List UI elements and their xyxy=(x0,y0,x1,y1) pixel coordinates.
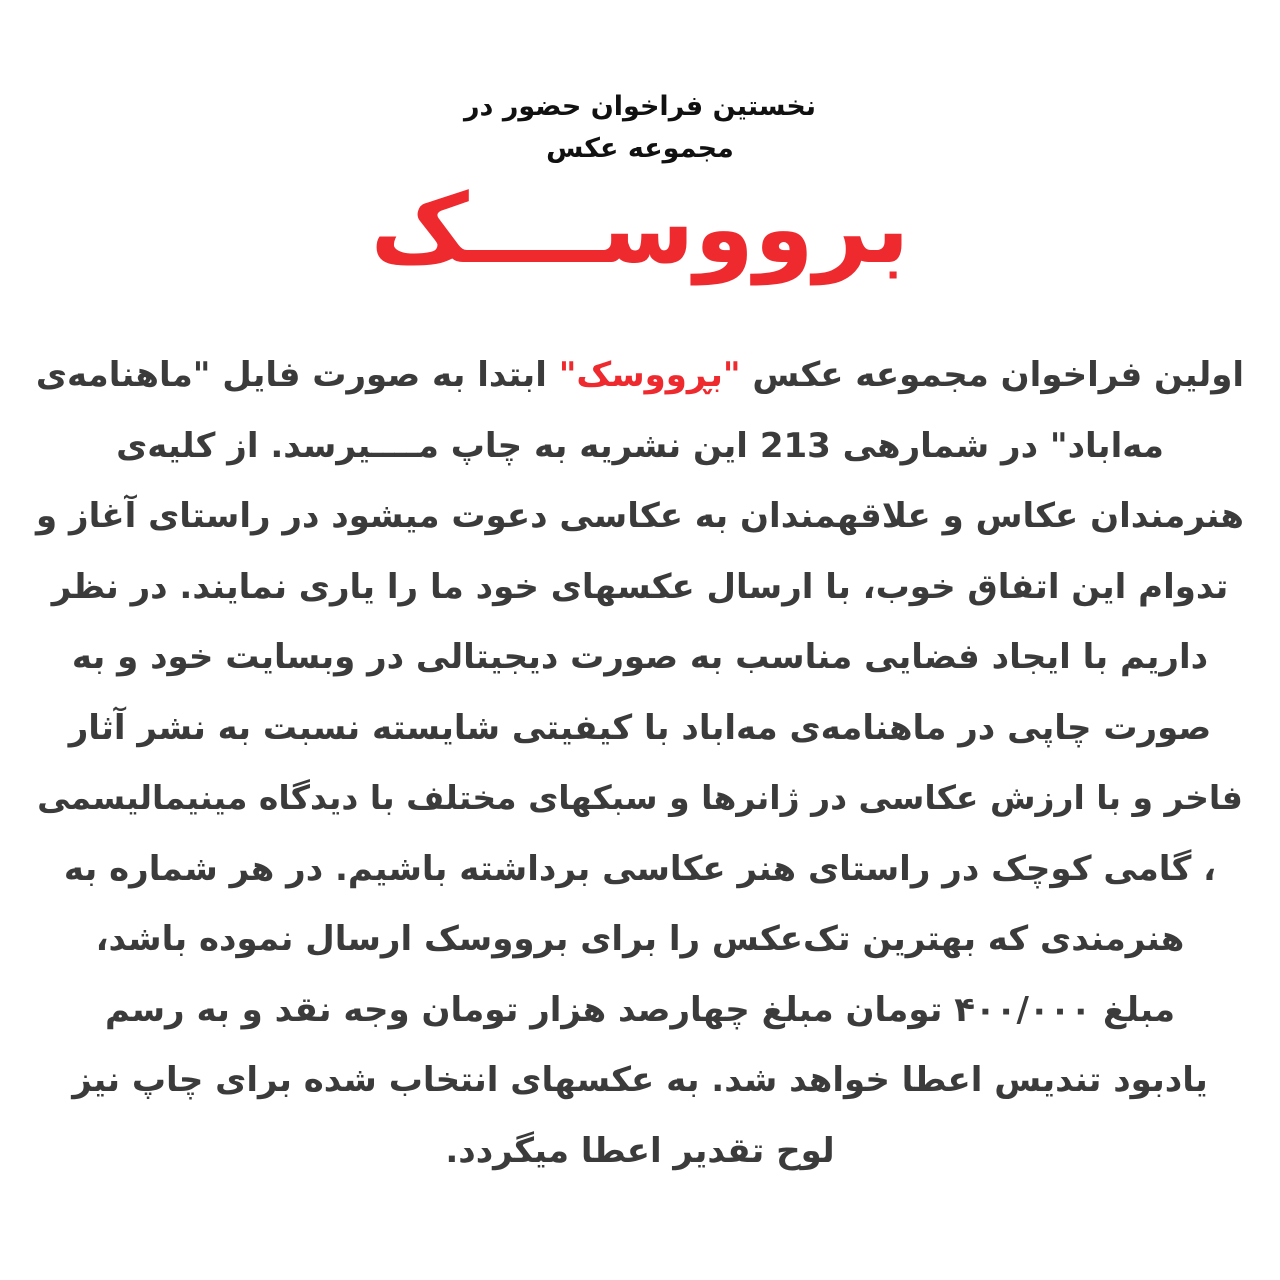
body-line-7: فاخر و با ارزش عکاسی در ژانرها و سبکهای مختلف با دیدگاه مینیمالیسمی xyxy=(37,778,1243,817)
header xyxy=(0,86,1280,284)
announcement-body xyxy=(22,340,1258,1186)
body-line-8: ، گامی کوچک در راستای هنر عکاسی برداشته باشیم. در هر شماره به xyxy=(63,848,1217,889)
body-line-12: لوح تقدیر اعطا میگردد. xyxy=(445,1130,835,1171)
body-line-1 xyxy=(22,340,1258,411)
body-line-5: داریم با ایجاد فضایی مناسب به صورت دیجیتالی در وبسایت خود و به xyxy=(71,637,1209,677)
brand-title: برووســــک xyxy=(370,173,910,285)
body-line-6: صورت چاپی در ماهنامه‌ی مه‌اباد با کیفیتی شایسته نسبت به نشر آثار xyxy=(68,707,1212,748)
subtitle-line-2: مجموعه عکس xyxy=(546,133,734,164)
body-line-10: مبلغ ۴۰۰/۰۰۰ تومان مبلغ چهارصد هزار تومان وجه نقد و به رسم xyxy=(104,989,1176,1030)
subtitle xyxy=(420,86,860,170)
body-line-3: هنرمندان عکاس و علاقهمندان به عکاسی دعوت میشود در راستای آغاز و xyxy=(36,496,1244,536)
body-line-1-end: ابتدا به صورت فایل "ماهنامه‌ی xyxy=(35,355,559,395)
body-line-4: تدوام این اتفاق خوب، با ارسال عکسهای خود ما را یاری نمایند. در نظر xyxy=(51,566,1229,607)
brand-highlight: "بڕووسک" xyxy=(558,355,741,395)
body-line-11: یادبود تندیس اعطا خواهد شد. به عکسهای انتخاب شده برای چاپ نیز xyxy=(72,1060,1208,1100)
body-line-9: هنرمندی که بهترین تک‌عکس را برای برووسک ارسال نموده باشد، xyxy=(95,919,1185,959)
body-line-2: مه‌اباد" در شمارهی 213 این نشریه به چاپ مــــیرسد. از کلیه‌ی xyxy=(116,425,1164,466)
body-line-1-start: اولین فراخوان مجموعه عکس xyxy=(740,355,1245,395)
subtitle-line-1: نخستین فراخوان حضور در xyxy=(464,91,816,122)
